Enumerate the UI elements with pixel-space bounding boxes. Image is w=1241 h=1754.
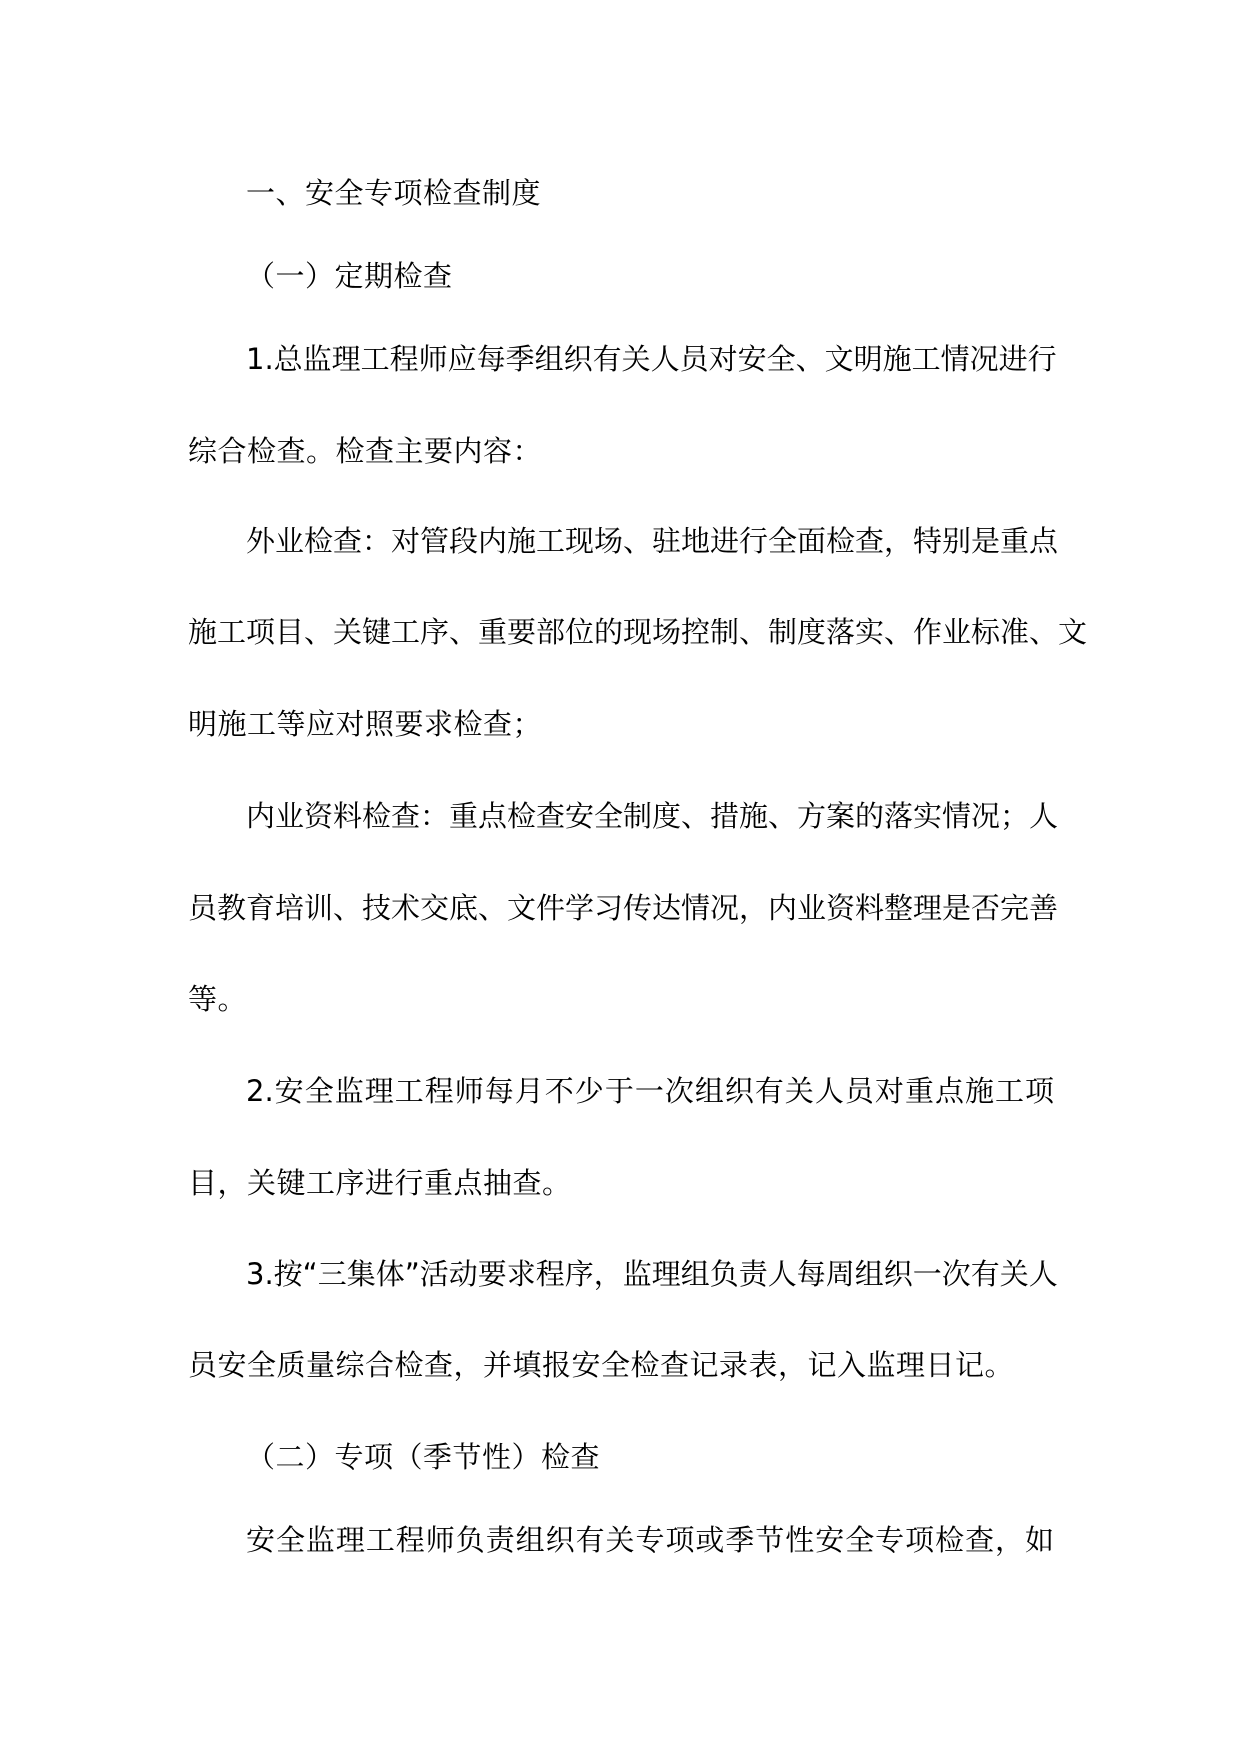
paragraph-line: 施工项目、关键工序、重要部位的现场控制、制度落实、作业标准、文 [188, 615, 1088, 649]
paragraph-line: 员安全质量综合检查，并填报安全检查记录表，记入监理日记。 [188, 1348, 1015, 1382]
paragraph-line: 1.总监理工程师应每季组织有关人员对安全、文明施工情况进行 [246, 342, 1057, 376]
section-heading: 一、安全专项检查制度 [246, 176, 542, 210]
paragraph-line: 员教育培训、技术交底、文件学习传达情况，内业资料整理是否完善 [188, 891, 1059, 925]
paragraph-line: 明施工等应对照要求检查； [188, 707, 543, 741]
paragraph-line: 2.安全监理工程师每月不少于一次组织有关人员对重点施工项 [246, 1074, 1054, 1108]
paragraph-line: 综合检查。检查主要内容： [188, 434, 543, 468]
paragraph-line: 外业检查：对管段内施工现场、驻地进行全面检查，特别是重点 [246, 524, 1059, 558]
paragraph-line: 内业资料检查：重点检查安全制度、措施、方案的落实情况；人 [246, 799, 1059, 833]
subsection-heading: （一）定期检查 [246, 259, 453, 293]
paragraph-line: 目，关键工序进行重点抽查。 [188, 1166, 572, 1200]
paragraph-line: 3.按“三集体”活动要求程序，监理组负责人每周组织一次有关人 [246, 1257, 1058, 1291]
paragraph-line: 安全监理工程师负责组织有关专项或季节性安全专项检查，如 [246, 1523, 1054, 1557]
subsection-heading: （二）专项（季节性）检查 [246, 1440, 601, 1474]
paragraph-line: 等。 [188, 982, 248, 1016]
